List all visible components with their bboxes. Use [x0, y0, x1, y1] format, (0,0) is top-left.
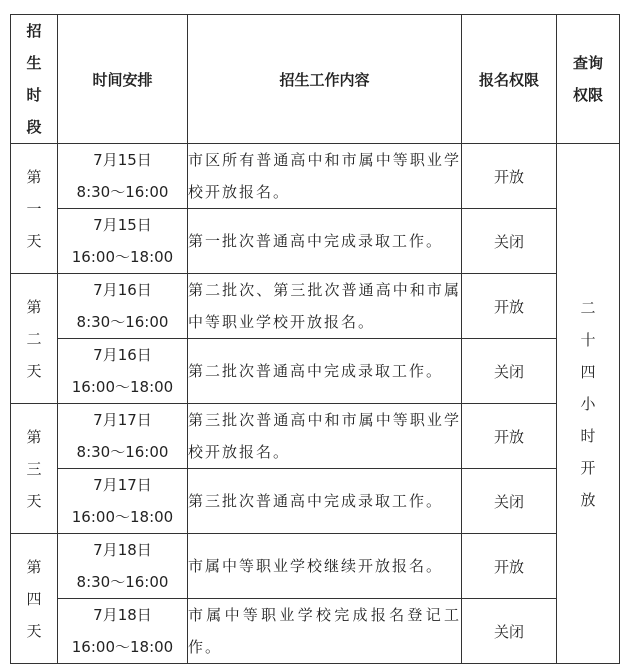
table-row: [11, 404, 620, 469]
stage-cell-day4: 第四天: [11, 534, 58, 664]
time-cell: 7月18日 8:30～16:00: [58, 534, 188, 599]
query-permission-cell: 二十四小时开放: [557, 144, 620, 664]
work-cell: 市区所有普通高中和市属中等职业学校开放报名。: [188, 144, 462, 209]
work-cell: 第三批次普通高中完成录取工作。: [188, 469, 462, 534]
permission-cell: 关闭: [462, 209, 557, 274]
table-row: [11, 144, 620, 209]
table-row: [11, 209, 620, 274]
permission-cell: 开放: [462, 534, 557, 599]
stage-cell-day2: 第二天: [11, 274, 58, 404]
time-cell: 7月17日 16:00～18:00: [58, 469, 188, 534]
work-cell: 市属中等职业学校完成报名登记工作。: [188, 599, 462, 664]
work-cell: 第三批次普通高中和市属中等职业学校开放报名。: [188, 404, 462, 469]
permission-cell: 开放: [462, 404, 557, 469]
header-query: 查询权限: [557, 15, 620, 144]
table-row: [11, 469, 620, 534]
permission-cell: 关闭: [462, 339, 557, 404]
header-stage: 招生时段: [11, 15, 58, 144]
stage-cell-day1: 第一天: [11, 144, 58, 274]
table-header-row: [11, 15, 620, 144]
stage-cell-day3: 第三天: [11, 404, 58, 534]
time-cell: 7月15日 16:00～18:00: [58, 209, 188, 274]
time-cell: 7月18日 16:00～18:00: [58, 599, 188, 664]
permission-cell: 开放: [462, 144, 557, 209]
time-cell: 7月17日 8:30～16:00: [58, 404, 188, 469]
permission-cell: 开放: [462, 274, 557, 339]
table-row: [11, 599, 620, 664]
header-time: 时间安排: [58, 15, 188, 144]
header-work: 招生工作内容: [188, 15, 462, 144]
work-cell: 第一批次普通高中完成录取工作。: [188, 209, 462, 274]
work-cell: 市属中等职业学校继续开放报名。: [188, 534, 462, 599]
time-cell: 7月16日 16:00～18:00: [58, 339, 188, 404]
table-row: [11, 339, 620, 404]
permission-cell: 关闭: [462, 469, 557, 534]
work-cell: 第二批次、第三批次普通高中和市属中等职业学校开放报名。: [188, 274, 462, 339]
table-row: [11, 534, 620, 599]
enrollment-schedule-table: [10, 14, 620, 664]
permission-cell: 关闭: [462, 599, 557, 664]
time-cell: 7月15日 8:30～16:00: [58, 144, 188, 209]
work-cell: 第二批次普通高中完成录取工作。: [188, 339, 462, 404]
time-cell: 7月16日 8:30～16:00: [58, 274, 188, 339]
header-permission: 报名权限: [462, 15, 557, 144]
table-row: [11, 274, 620, 339]
